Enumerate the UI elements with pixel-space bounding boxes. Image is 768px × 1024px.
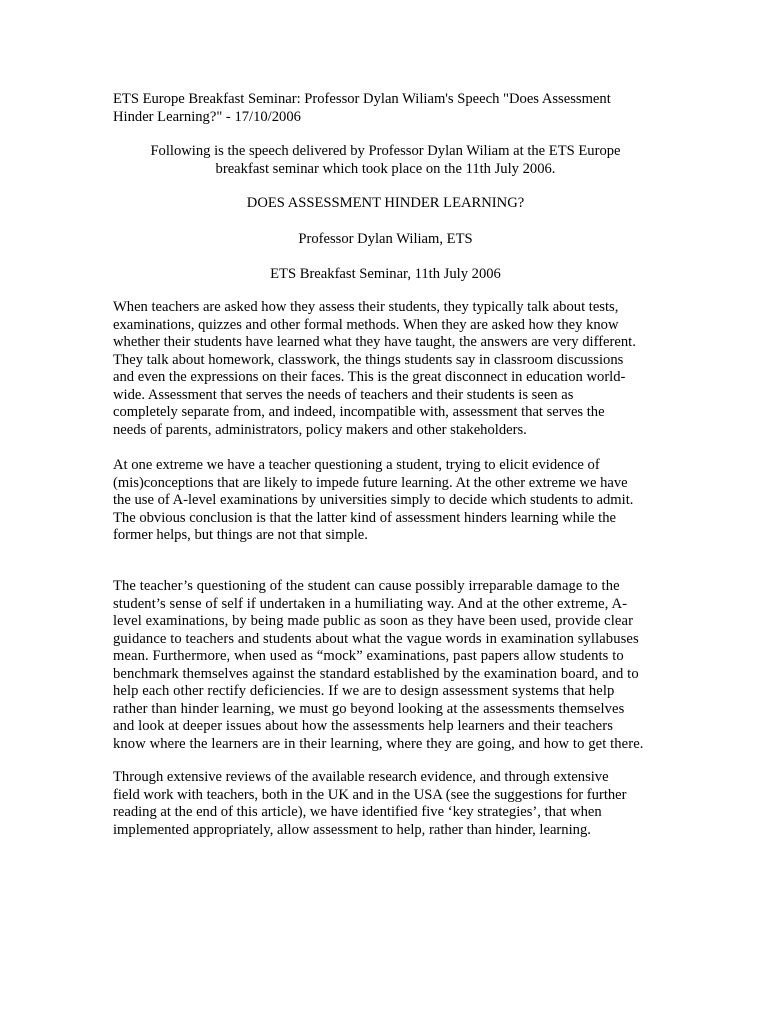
- paragraph-line: former helps, but things are not that simple.: [113, 527, 368, 543]
- paragraph-line: implemented appropriately, allow assessment to help, rather than hinder, learning.: [113, 821, 591, 838]
- paragraph-line: help each other rectify deficiencies. If we are to design assessment systems that help: [113, 683, 615, 699]
- paragraph-line: mean. Furthermore, when used as “mock” examinations, past papers allow students to: [113, 648, 624, 664]
- heading-line: Hinder Learning?" - 17/10/2006: [113, 108, 301, 125]
- paragraph-line: and look at deeper issues about how the assessments help learners and their teachers: [113, 718, 613, 734]
- speech-event: ETS Breakfast Seminar, 11th July 2006: [270, 266, 501, 282]
- paragraph-line: whether their students have learned what they have taught, the answers are very different.: [113, 334, 636, 350]
- paragraph-line: guidance to teachers and students about what the vague words in examination syllabuses: [113, 630, 639, 647]
- intro-text: [113, 143, 658, 178]
- paragraph-line: examinations, quizzes and other formal methods. When they are asked how they know: [113, 316, 619, 333]
- paragraph-line: At one extreme we have a teacher questioning a student, trying to elicit evidence of: [113, 457, 600, 473]
- intro-line: breakfast seminar which took place on the 11th July 2006.: [215, 160, 556, 177]
- paragraph-line: rather than hinder learning, we must go beyond looking at the assessments themselves: [113, 700, 625, 717]
- paragraph-line: When teachers are asked how they assess their students, they typically talk about tests,: [113, 299, 619, 315]
- paragraph-line: reading at the end of this article), we have identified five ‘key strategies’, that when: [113, 804, 602, 820]
- paragraph-4: [113, 769, 658, 839]
- intro-line: Following is the speech delivered by Professor Dylan Wiliam at the ETS Europe: [150, 143, 621, 159]
- paragraph-line: the use of A-level examinations by universities simply to decide which students to admit.: [113, 492, 634, 508]
- document-heading: [113, 91, 658, 126]
- speech-author: Professor Dylan Wiliam, ETS: [298, 231, 473, 247]
- paragraph-line: level examinations, by being made public as soon as they have been used, provide clear: [113, 613, 634, 629]
- paragraph-line: know where the learners are in their learning, where they are going, and how to get there.: [113, 735, 644, 752]
- paragraph-line: Through extensive reviews of the available research evidence, and through extensive: [113, 769, 609, 785]
- paragraph-line: The teacher’s questioning of the student can cause possibly irreparable damage to the: [113, 578, 620, 594]
- paragraph-line: benchmark themselves against the standard established by the examination board, and to: [113, 665, 639, 682]
- paragraph-1: [113, 299, 658, 439]
- paragraph-line: The obvious conclusion is that the latter kind of assessment hinders learning while the: [113, 509, 616, 526]
- speech-title: DOES ASSESSMENT HINDER LEARNING?: [246, 195, 525, 211]
- paragraph-line: field work with teachers, both in the UK and in the USA (see the suggestions for further: [113, 786, 627, 803]
- paragraph-line: wide. Assessment that serves the needs of teachers and their students is seen as: [113, 386, 574, 403]
- paragraph-2: [113, 457, 658, 545]
- paragraph-line: (mis)conceptions that are likely to impede future learning. At the other extreme we have: [113, 474, 628, 491]
- paragraph-line: They talk about homework, classwork, the things students say in classroom discussions: [113, 351, 624, 368]
- paragraph-3: [113, 578, 658, 753]
- paragraph-line: student’s sense of self if undertaken in a humiliating way. And at the other extreme, A-: [113, 595, 628, 612]
- paragraph-line: completely separate from, and indeed, incompatible with, assessment that serves the: [113, 404, 605, 420]
- paragraph-line: and even the expressions on their faces. This is the great disconnect in education world-: [113, 369, 626, 385]
- paragraph-line: needs of parents, administrators, policy makers and other stakeholders.: [113, 421, 527, 438]
- heading-line: ETS Europe Breakfast Seminar: Professor Dylan Wiliam's Speech "Does Assessment: [113, 91, 611, 107]
